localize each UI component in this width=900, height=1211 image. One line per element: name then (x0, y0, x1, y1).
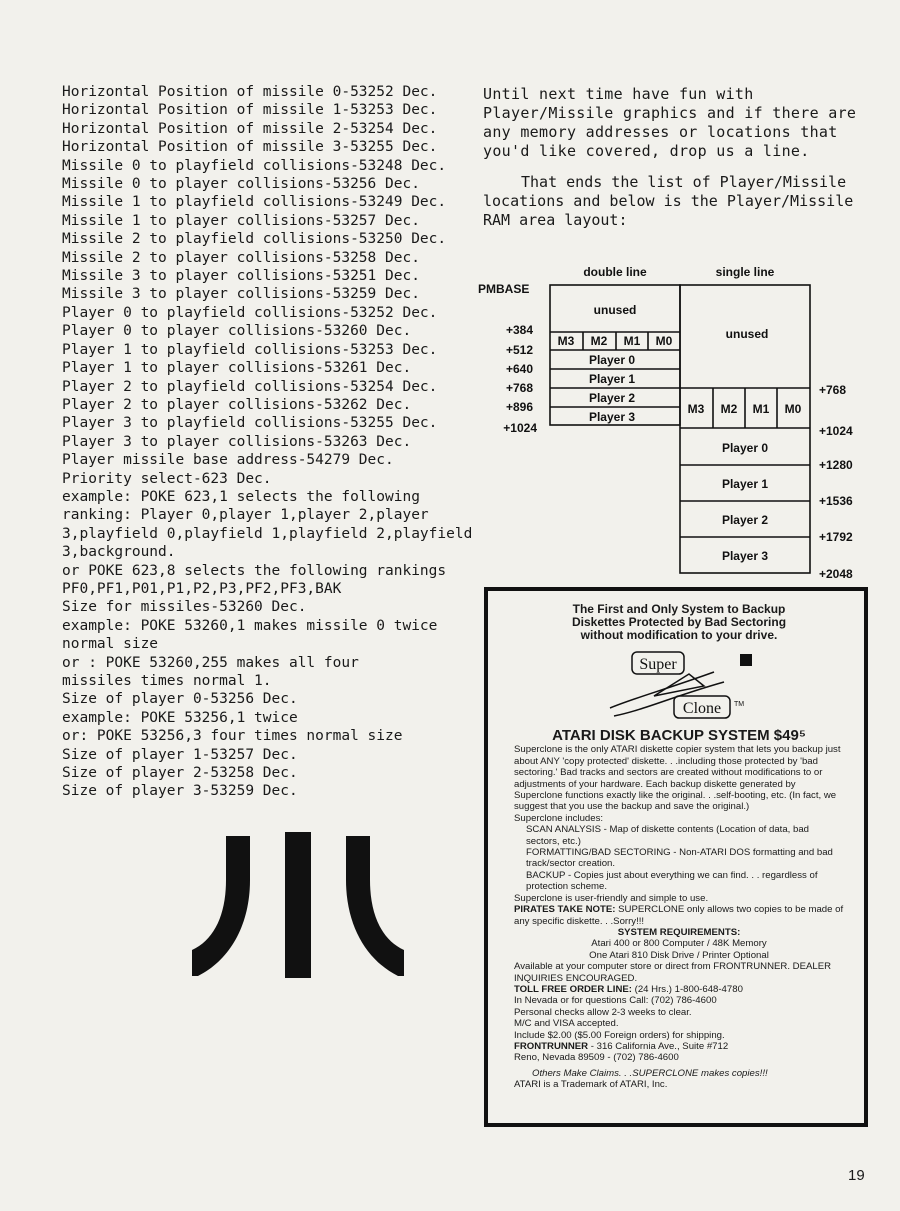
register-line: example: POKE 53256,1 twice (62, 709, 298, 726)
ad-title: ATARI DISK BACKUP SYSTEM $49⁵ (552, 727, 806, 744)
superclone-logo (514, 646, 844, 726)
superman-flying-icon (514, 646, 844, 726)
register-list (62, 83, 473, 801)
ad-availability: Available at your computer store or direct from FRONTRUNNER. DEALER INQUIRIES ENCOURAGED. (514, 961, 832, 984)
register-line: Horizontal Position of missile 2-53254 Dec. (62, 120, 438, 137)
single-m0: M0 (784, 402, 802, 416)
register-line: Player 0 to playfield collisions-53252 Dec. (62, 304, 438, 321)
ad-reno: Reno, Nevada 89509 - (702) 786-4600 (514, 1052, 679, 1064)
ad-includes: Superclone includes: (514, 812, 604, 824)
single-player-3: Player 3 (721, 549, 769, 563)
register-line: Player 2 to playfield collisions-53254 Dec. (62, 378, 438, 395)
header-double-line: double line (583, 265, 647, 279)
register-line: Missile 3 to player collisions-53259 Dec. (62, 286, 420, 303)
paragraph-closing: Until next time have fun with Player/Missile graphics and if there are any memory addresses or locations that you'd like covered, drop us a line. (483, 85, 857, 160)
ad-feature-backup: BACKUP - Copies just about everything we can find. . . regardless of protection scheme. (526, 869, 818, 893)
register-line: Missile 1 to player collisions-53257 Dec. (62, 212, 420, 229)
double-player-0: Player 0 (588, 353, 636, 367)
atari-logo (192, 830, 404, 984)
offset-left: +1024 (503, 421, 537, 435)
double-m3: M3 (557, 334, 575, 348)
offset-left: +384 (505, 323, 533, 337)
register-line: normal size (62, 636, 159, 653)
ad-user-friendly: Superclone is user-friendly and simple to use. (514, 892, 709, 904)
single-player-1: Player 1 (721, 477, 769, 491)
double-m1: M1 (623, 334, 641, 348)
single-m1: M1 (752, 402, 770, 416)
ad-toll-free-text: (24 Hrs.) 1-800-648-4780 (631, 983, 743, 995)
register-line: Size of player 0-53256 Dec. (62, 691, 298, 708)
intro-text (483, 85, 868, 242)
ad-headline-3: without modification to your drive. (580, 628, 778, 642)
ad-feature-scan: SCAN ANALYSIS - Map of diskette contents (Location of data, bad sectors, etc.) (526, 824, 809, 847)
page-number: 19 (848, 1167, 865, 1184)
ad-nevada: In Nevada or for questions Call: (702) 786-4600 (514, 995, 717, 1007)
single-unused: unused (725, 327, 769, 341)
atari-fuji-icon (192, 830, 404, 980)
register-line: Player 2 to player collisions-53262 Dec. (62, 396, 412, 413)
offset-right: +1280 (819, 458, 853, 472)
ad-address (514, 1041, 844, 1052)
double-player-2: Player 2 (588, 391, 636, 405)
ad-shipping: Include $2.00 ($5.00 Foreign orders) for shipping. (514, 1029, 725, 1041)
ad-headline-2: Diskettes Protected by Bad Sectoring (571, 615, 787, 629)
offset-left: +640 (505, 362, 533, 376)
register-line: Horizontal Position of missile 0-53252 Dec. (62, 84, 438, 100)
register-line: Player 3 to player collisions-53263 Dec. (62, 433, 412, 450)
register-line: Priority select-623 Dec. (62, 470, 272, 487)
offset-right: +1792 (819, 530, 853, 544)
ad-trademark: ATARI is a Trademark of ATARI, Inc. (514, 1079, 668, 1091)
double-m0: M0 (655, 334, 673, 348)
register-line: or : POKE 53260,255 makes all four (62, 654, 359, 671)
register-line: Missile 3 to player collisions-53251 Dec. (62, 268, 420, 285)
register-line: Missile 1 to playfield collisions-53249 Dec. (62, 194, 447, 211)
ad-pirates (514, 904, 844, 927)
offset-left: +896 (505, 400, 533, 414)
offset-right: +2048 (819, 567, 853, 581)
register-line: Player 3 to playfield collisions-53255 Dec. (62, 415, 438, 432)
single-player-2: Player 2 (721, 513, 769, 527)
register-line: Size of player 1-53257 Dec. (62, 746, 298, 763)
register-line: Size for missiles-53260 Dec. (62, 599, 307, 616)
ad-req-1: Atari 400 or 800 Computer / 48K Memory (591, 938, 767, 950)
offset-right: +1536 (819, 494, 853, 508)
pm-ram-diagram-svg (475, 260, 875, 590)
ad-pirates-text: SUPERCLONE only allows two copies to be made of any specific diskette. . .Sorry!!! (514, 904, 844, 927)
register-line: 3,background. (62, 544, 176, 561)
register-line: Size of player 3-53259 Dec. (62, 783, 298, 800)
ad-toll-free-label: TOLL FREE ORDER LINE: (514, 983, 632, 995)
single-m3: M3 (687, 402, 705, 416)
superclone-ad (484, 587, 868, 1127)
ad-sysreq: SYSTEM REQUIREMENTS: (617, 926, 741, 938)
register-line: PF0,PF1,P01,P1,P2,P3,PF2,PF3,BAK (62, 580, 342, 597)
register-line: example: POKE 53260,1 makes missile 0 twice (62, 617, 438, 634)
register-line: Missile 0 to playfield collisions-53248 Dec. (62, 157, 447, 174)
offset-left: +512 (505, 343, 533, 357)
register-line: example: POKE 623,1 selects the following (62, 488, 420, 505)
ad-feature-formatting: FORMATTING/BAD SECTORING - Non-ATARI DOS formatting and bad track/sector creation. (526, 847, 833, 870)
register-line: Player 1 to player collisions-53261 Dec. (62, 360, 412, 377)
pm-ram-diagram (475, 260, 875, 590)
register-line: Horizontal Position of missile 3-53255 Dec. (62, 139, 438, 156)
register-line: Missile 0 to player collisions-53256 Dec. (62, 176, 420, 193)
register-line: Size of player 2-53258 Dec. (62, 765, 298, 782)
double-player-1: Player 1 (588, 372, 636, 386)
pmbase-label: PMBASE (478, 282, 530, 296)
ad-mc-visa: M/C and VISA accepted. (514, 1018, 619, 1030)
register-line: Player 0 to player collisions-53260 Dec. (62, 323, 412, 340)
ad-headline-1: The First and Only System to Backup (572, 602, 786, 616)
single-m2: M2 (720, 402, 738, 416)
offset-right: +768 (819, 383, 847, 397)
register-line: Player missile base address-54279 Dec. (62, 452, 394, 469)
register-line: 3,playfield 0,playfield 1,playfield 2,playfield (62, 525, 473, 542)
register-line: Missile 2 to player collisions-53258 Dec. (62, 249, 420, 266)
double-m2: M2 (590, 334, 608, 348)
ad-pirates-label: PIRATES TAKE NOTE: (514, 904, 616, 916)
register-line: ranking: Player 0,player 1,player 2,player (62, 507, 429, 524)
single-player-0: Player 0 (721, 441, 769, 455)
ad-address-text: - 316 California Ave., Suite #712 (588, 1040, 729, 1052)
ad-checks: Personal checks allow 2-3 weeks to clear. (514, 1006, 692, 1018)
ad-company: FRONTRUNNER (514, 1040, 589, 1052)
register-line: Horizontal Position of missile 1-53253 Dec. (62, 102, 438, 119)
register-line: or: POKE 53256,3 four times normal size (62, 728, 403, 745)
offset-right: +1024 (819, 424, 853, 438)
offset-left: +768 (505, 381, 533, 395)
double-unused: unused (593, 303, 637, 317)
svg-text:TM: TM (734, 701, 745, 708)
ad-body: Superclone is the only ATARI diskette copier system that lets you backup just about ANY 'copy protected' diskette. . .including those protected by 'bad sectoring.' Bad tracks and sectors are created without modifications to or adjustments of your hardware. Each backup diskette generated by Superclone functions exactly like the original. . .self-booting, etc. (In fact, we suggest that you use the backup and save the original.) (514, 744, 841, 813)
ad-req-2: One Atari 810 Disk Drive / Printer Optional (589, 949, 769, 961)
ad-claims: Others Make Claims. . .SUPERCLONE makes copies!!! (532, 1067, 768, 1079)
register-line: or POKE 623,8 selects the following rankings (62, 562, 447, 579)
register-line: missiles times normal 1. (62, 673, 272, 689)
paragraph-layout-intro: That ends the list of Player/Missile locations and below is the Player/Missile RAM area layout: (483, 173, 854, 229)
logo-clone-text: Clone (682, 700, 722, 717)
ad-toll-free (514, 984, 844, 995)
logo-super-text: Super (639, 656, 677, 673)
register-line: Missile 2 to playfield collisions-53250 Dec. (62, 231, 447, 248)
header-single-line: single line (715, 265, 775, 279)
double-player-3: Player 3 (588, 410, 636, 424)
register-line: Player 1 to playfield collisions-53253 Dec. (62, 341, 438, 358)
